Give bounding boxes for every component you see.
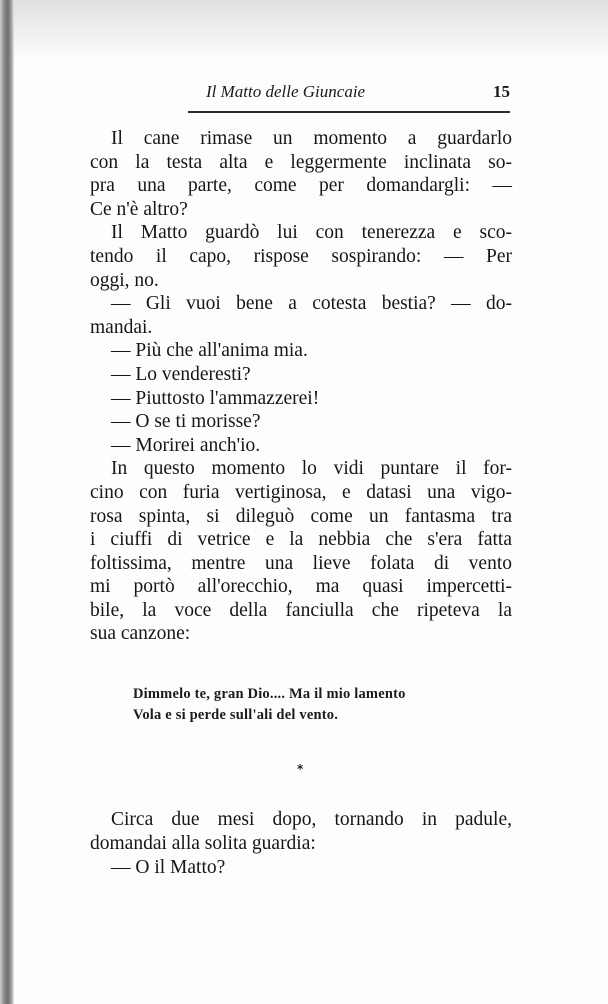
body-text-after-break (90, 808, 512, 880)
dialogue-line: — Lo venderesti? (111, 363, 251, 385)
text-line: cino con furia vertiginosa, e datasi una vigo- (90, 481, 512, 503)
text-line: rosa spinta, si dileguò come un fantasma tra (90, 505, 512, 527)
page-number: 15 (493, 82, 510, 101)
dialogue-line: — Piuttosto l'ammazzerei! (111, 387, 320, 409)
dialogue-line: — O il Matto? (111, 857, 226, 878)
text-line: sua canzone: (90, 623, 191, 645)
text-line: domandai alla solita guardia: (90, 833, 316, 854)
running-header (188, 82, 510, 108)
dialogue-line: — Più che all'anima mia. (111, 340, 308, 362)
text-line: Ce n'è altro? (90, 198, 188, 220)
text-line: tendo il capo, rispose sospirando: — Per (90, 245, 512, 267)
text-line: bile, la voce della fanciulla che ripeteva la (90, 599, 512, 621)
body-text (90, 127, 512, 646)
scan-binding-edge (0, 0, 14, 1004)
text-line: Il cane rimase un momento a guardarlo (111, 128, 512, 149)
text-line: pra una parte, come per domandargli: — (90, 175, 512, 197)
text-line: In questo momento lo vidi puntare il for- (111, 458, 512, 480)
verse-line: Dimmelo te, gran Dio.... Ma il mio lamento (133, 686, 406, 702)
text-line: Circa due mesi dopo, tornando in padule, (111, 809, 512, 830)
dialogue-line: — Gli vuoi bene a cotesta bestia? — do- (111, 293, 512, 315)
text-line: oggi, no. (90, 269, 159, 291)
dialogue-line: mandai. (90, 316, 153, 338)
scan-shadow-top (0, 0, 608, 60)
header-rule (188, 111, 510, 113)
dialogue-line: — O se ti morisse? (111, 411, 261, 433)
running-title: Il Matto delle Giuncaie (206, 82, 366, 101)
section-break-asterisk: * (297, 762, 304, 776)
song-verse (133, 684, 406, 726)
text-line: foltissima, mentre una lieve folata di vento (90, 552, 512, 574)
dialogue-line: — Morirei anch'io. (111, 434, 261, 456)
verse-line: Vola e si perde sull'ali del vento. (133, 707, 339, 723)
text-line: Il Matto guardò lui con tenerezza e sco- (111, 222, 512, 244)
text-line: i ciuffi di vetrice e la nebbia che s'era fatta (90, 529, 512, 551)
text-line: con la testa alta e leggermente inclinata so- (90, 151, 512, 173)
text-line: mi portò all'orecchio, ma quasi impercetti- (90, 576, 512, 598)
